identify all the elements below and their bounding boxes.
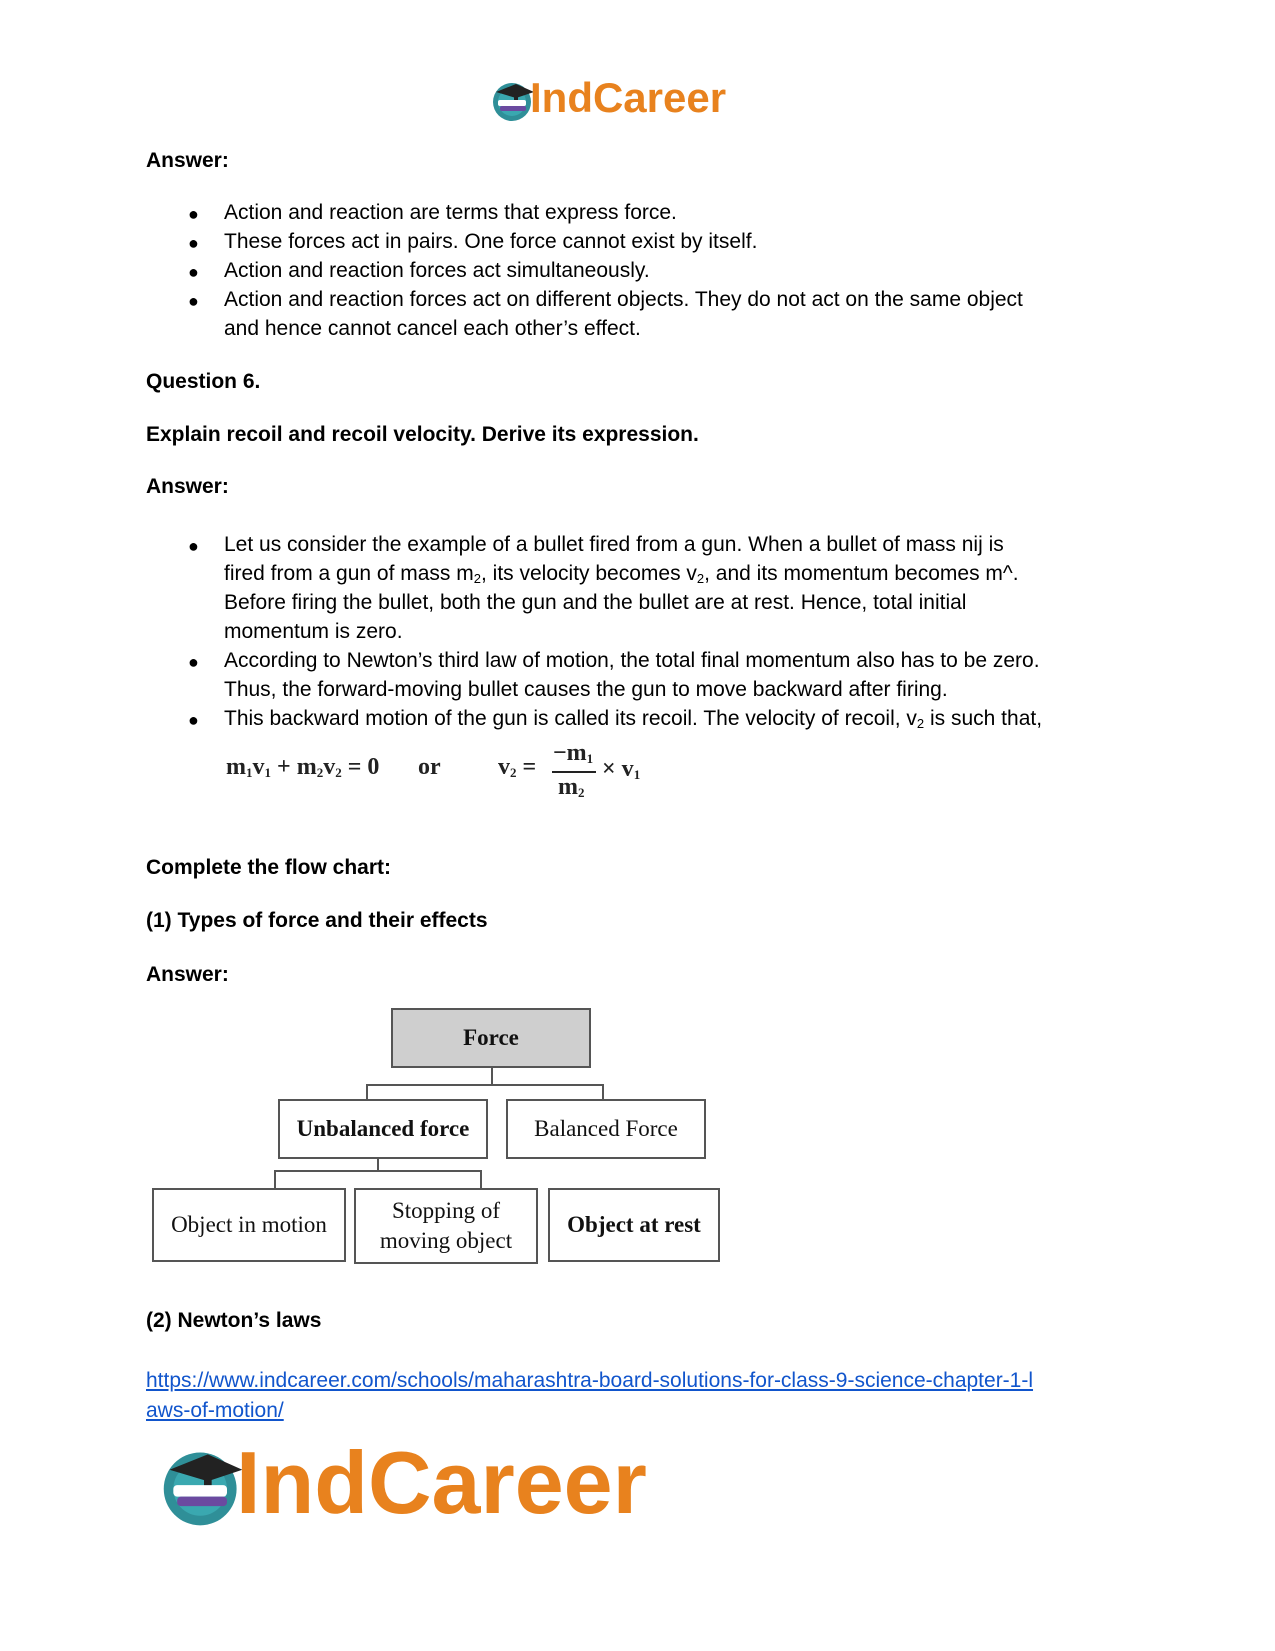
answer-label: Answer:: [146, 149, 229, 172]
list-item-line: Thus, the forward-moving bullet causes the gun to move backward after firing.: [224, 678, 948, 701]
list-item-line: fired from a gun of mass $m_2$, its velocity becomes $v_2$, and its momentum becomes m^.: [224, 562, 1019, 586]
connector-line: [491, 1067, 493, 1085]
object-at-rest-box: Object at rest: [548, 1188, 720, 1262]
question-text: Explain recoil and recoil velocity. Derive its expression.: [146, 423, 699, 446]
footer-logo: [158, 1433, 698, 1538]
connector-line: [602, 1084, 604, 1100]
connector-line: [377, 1157, 379, 1171]
connector-line: [274, 1170, 482, 1172]
bullet-dot-icon: ●: [188, 262, 199, 282]
header-logo-text: IndCareer: [530, 74, 727, 121]
header-logo: [490, 76, 760, 126]
stopping-moving-object-box: Stopping of moving object: [354, 1188, 538, 1264]
connector-line: [480, 1170, 482, 1188]
fraction-bar: [552, 771, 596, 773]
formula-numerator: $-m_1$: [553, 740, 594, 766]
formula-times-v1: × $v_1$: [602, 756, 641, 782]
list-item: This backward motion of the gun is called its recoil. The velocity of recoil, $v_2$ is such that,: [224, 707, 1043, 731]
footer-url-link-line2[interactable]: aws-of-motion/: [146, 1399, 284, 1422]
bullet-dot-icon: ●: [188, 710, 199, 730]
bullet-dot-icon: ●: [188, 233, 199, 253]
balanced-force-box: Balanced Force: [506, 1099, 706, 1159]
formula-or: or: [418, 754, 441, 780]
newtons-laws-heading: (2) Newton’s laws: [146, 1309, 322, 1332]
list-item: According to Newton’s third law of motion, the total final momentum also has to be zero.: [224, 649, 1040, 672]
force-box: Force: [391, 1008, 591, 1068]
list-item-line: Before firing the bullet, both the gun and the bullet are at rest. Hence, total initial: [224, 591, 967, 614]
list-item: Action and reaction are terms that express force.: [224, 201, 677, 224]
list-item: Let us consider the example of a bullet fired from a gun. When a bullet of mass nij is: [224, 533, 1004, 556]
footer-url-link-line1[interactable]: https://www.indcareer.com/schools/maharashtra-board-solutions-for-class-9-science-chapter-1-l: [146, 1369, 1034, 1392]
answer-label: Answer:: [146, 475, 229, 498]
formula-v2-lhs: $v_2$ =: [498, 754, 537, 780]
bullet-dot-icon: ●: [188, 652, 199, 672]
connector-line: [366, 1084, 368, 1100]
footer-url[interactable]: [146, 1366, 1146, 1426]
object-in-motion-box: Object in motion: [152, 1188, 346, 1262]
answer-label: Answer:: [146, 963, 229, 986]
footer-logo-text: IndCareer: [236, 1433, 647, 1532]
bullet-dot-icon: ●: [188, 204, 199, 224]
formula-denominator: $m_2$: [558, 774, 585, 800]
list-item: Action and reaction forces act on different objects. They do not act on the same object: [224, 288, 1023, 311]
list-item: These forces act in pairs. One force cannot exist by itself.: [224, 230, 758, 253]
flowchart-subheading: (1) Types of force and their effects: [146, 909, 488, 932]
list-item-continuation: and hence cannot cancel each other’s effect.: [224, 317, 641, 340]
bullet-dot-icon: ●: [188, 291, 199, 311]
bullet-dot-icon: ●: [188, 536, 199, 556]
connector-line: [274, 1170, 276, 1188]
list-item: Action and reaction forces act simultaneously.: [224, 259, 650, 282]
connector-line: [366, 1084, 604, 1086]
flowchart-heading: Complete the flow chart:: [146, 856, 392, 879]
list-item-line: momentum is zero.: [224, 620, 403, 643]
unbalanced-force-box: Unbalanced force: [278, 1099, 488, 1159]
question-label: Question 6.: [146, 370, 261, 393]
recoil-formula: $m_1v_1 + m_2v_2 = 0$: [226, 754, 380, 780]
